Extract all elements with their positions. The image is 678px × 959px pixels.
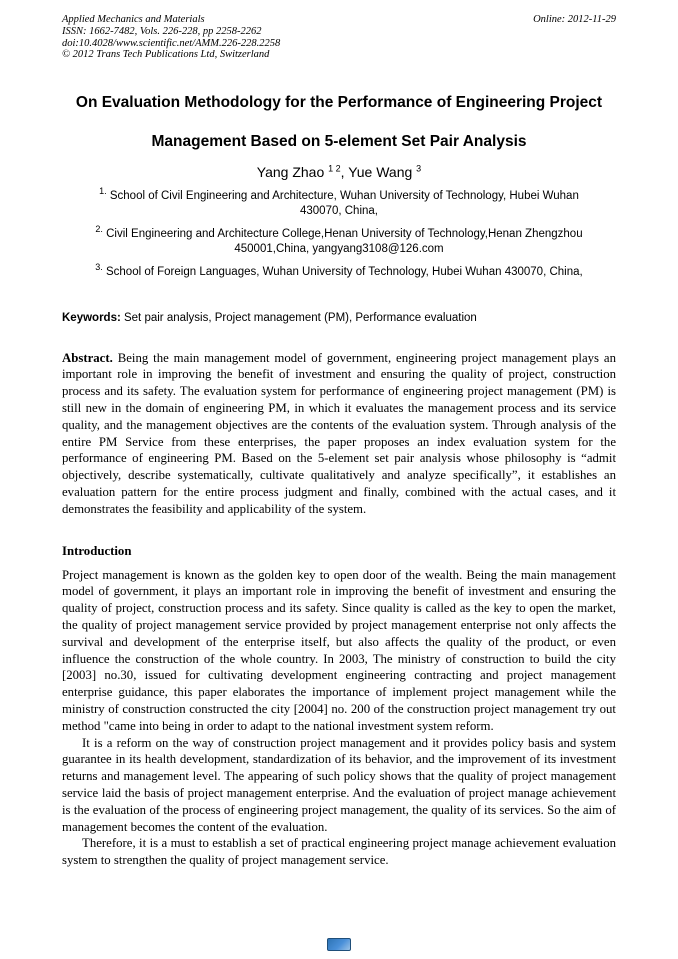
online-date: Online: 2012-11-29 bbox=[533, 14, 616, 25]
keywords-label: Keywords: bbox=[62, 311, 121, 324]
introduction-paragraph-2: It is a reform on the way of construction project management and it provides policy basis and system guarantee in its health development, standardization of its behavior, and the improvement of its investment returns and management level. The appearing of such policy shows that the quality of project management service laid the basis of project management enterprise. And the evaluation of project manage achievement is the evaluation of the process of engineering project management, the quality of its services. So the aim of management becomes the content of the evaluation. bbox=[62, 735, 616, 834]
affiliation-2-text: Civil Engineering and Architecture College,Henan University of Technology,Henan Zhengzhou 450001,China, yangyang3108@126.com bbox=[102, 228, 583, 255]
author-1-affiliation-marker: 1 2 bbox=[328, 163, 341, 174]
author-2: , Yue Wang bbox=[340, 164, 417, 181]
keywords-line bbox=[62, 312, 616, 324]
author-1: Yang Zhao bbox=[256, 164, 329, 181]
journal-header bbox=[62, 14, 616, 61]
abstract-label: Abstract. bbox=[62, 350, 113, 365]
author-2-affiliation-marker: 3 bbox=[416, 163, 422, 174]
authors-line bbox=[62, 164, 616, 180]
journal-header-top-row bbox=[62, 14, 616, 26]
affiliation-2-marker: 2. bbox=[95, 224, 103, 235]
paper-title-line1: On Evaluation Methodology for the Performance of Engineering Project bbox=[75, 94, 603, 112]
affiliation-1-marker: 1. bbox=[99, 186, 107, 197]
paper-title-line2: Management Based on 5-element Set Pair Analysis bbox=[151, 133, 527, 151]
introduction-paragraph-1: Project management is known as the golden key to open door of the wealth. Being the main management model of government, it plays an important role in improving the benefit of investment and ensuring the quality of project, construction process and its safety. Since quality is called as the key to open the market, the quality of project management service provided by project management enterprise not only affects the survival and development of the enterprise itself, but also affects the quality of the product, or even influence the construction of the whole country. In 2003, The ministry of construction to build the city [2003] no.30, issued for cultivating development engineering contracting and project management enterprise guidance, this paper elaborates the importance of implement project management while the ministry of construction constructed the city [2004] no. 200 of the construction project management try out method "came into being in order to adapt to the national investment system reform. bbox=[62, 567, 616, 733]
publisher-logo bbox=[327, 938, 351, 951]
copyright-line: © 2012 Trans Tech Publications Ltd, Switzerland bbox=[62, 49, 270, 61]
affiliation-3 bbox=[83, 262, 595, 280]
introduction-paragraph-3: Therefore, it is a must to establish a set of practical engineering project manage achievement evaluation system to strengthen the quality of project management service. bbox=[62, 836, 616, 868]
abstract-text: Being the main management model of government, engineering project management plays an important role in improving the benefit of investment and ensuring the quality of project, construction process and its safety. The evaluation system for performance of engineering project management (PM) is still new in the domain of engineering PM, in which it evaluates the management process and its service quality, and the management objectives are the contents of the evaluation system. Through analysis of the entire PM Service from these enterprises, the paper proposes an index evaluation system for the performance of engineering PM. Based on the 5-element set pair analysis whose philosophy is “admit objectively, describe systematically, cultivate qualitatively and analyze specifically”, it establishes an evaluation pattern for the entire process judgment and finally, combined with the actual cases, and it demonstrates the feasibility and applicability of the system. bbox=[62, 350, 616, 516]
doi-line: doi:10.4028/www.scientific.net/AMM.226-228.2258 bbox=[62, 37, 281, 49]
abstract bbox=[62, 350, 616, 518]
affiliation-2 bbox=[83, 224, 595, 256]
journal-name: Applied Mechanics and Materials bbox=[62, 14, 205, 25]
affiliation-1 bbox=[83, 186, 595, 218]
affiliation-3-text: School of Foreign Languages, Wuhan University of Technology, Hubei Wuhan 430070, China, bbox=[102, 266, 583, 279]
section-heading-introduction: Introduction bbox=[62, 543, 132, 558]
issn-line: ISSN: 1662-7482, Vols. 226-228, pp 2258-2262 bbox=[62, 25, 262, 37]
keywords-text: Set pair analysis, Project management (PM), Performance evaluation bbox=[120, 311, 477, 324]
affiliation-3-marker: 3. bbox=[95, 262, 103, 273]
affiliation-1-text: School of Civil Engineering and Architecture, Wuhan University of Technology, Hubei Wuhan 430070, China, bbox=[106, 190, 579, 217]
paper-title bbox=[62, 94, 616, 151]
